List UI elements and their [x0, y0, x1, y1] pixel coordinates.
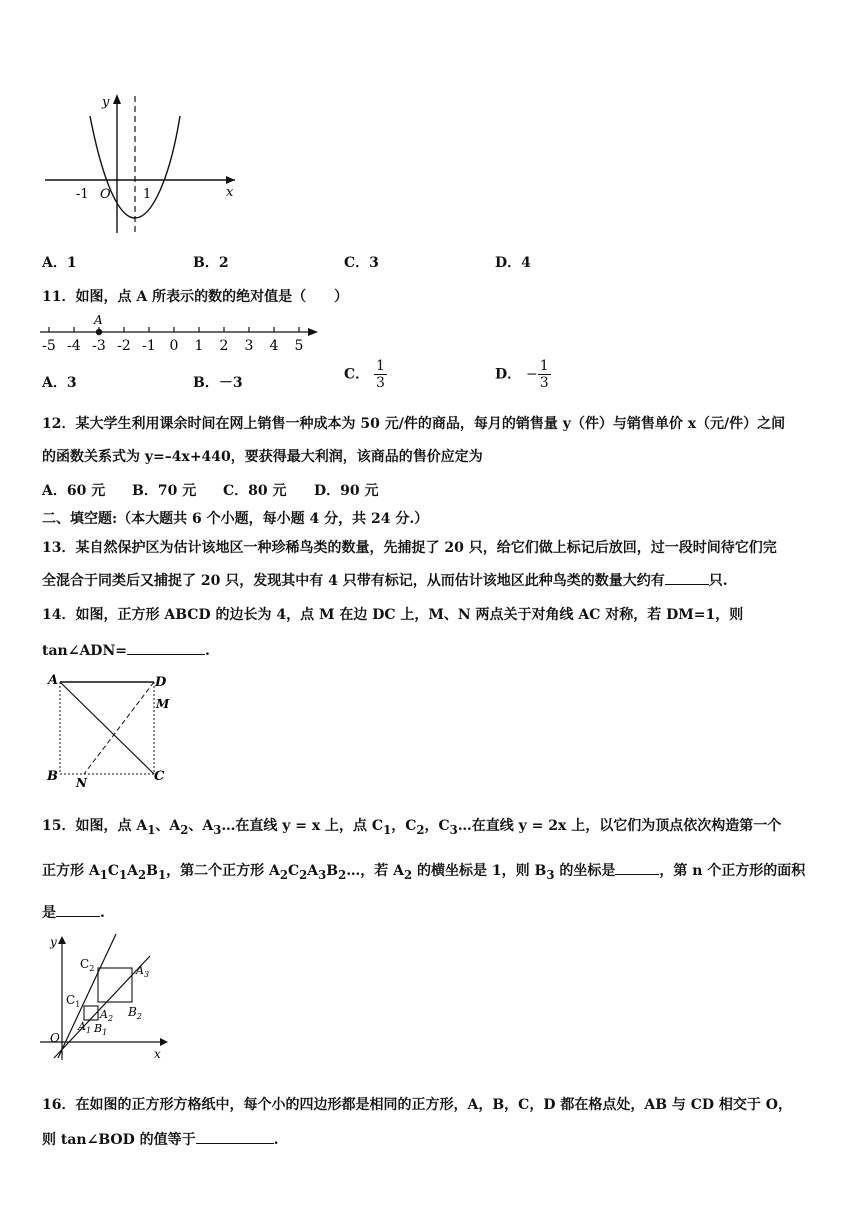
vertex-c: C: [154, 769, 165, 784]
q16-line2-text: 则 tan∠BOD 的值等于: [42, 1132, 196, 1148]
tick-label: 5: [294, 338, 304, 354]
q13-line2: [42, 570, 728, 590]
q13-line2-text: 全混合于同类后又捕捉了 20 只，发现其中有 4 只带有标记，从而估计该地区此种鸟类的数量大约有: [42, 573, 665, 589]
q15-line1: [42, 815, 781, 837]
subscript: 2: [404, 867, 413, 882]
subscript: 1: [383, 822, 392, 837]
answer-blank: [615, 860, 659, 875]
q14-line2-text: tan∠ADN=: [42, 643, 127, 659]
origin-label: O: [50, 1031, 60, 1045]
q16-line2: [42, 1129, 279, 1149]
square-2: [98, 968, 132, 1002]
q15-text: ，C: [391, 818, 417, 834]
point-m: M: [156, 697, 170, 711]
q10-option-b: B．2: [193, 255, 229, 271]
q15-line3: [42, 902, 105, 922]
answer-blank: [56, 902, 100, 917]
tick-label: 3: [244, 338, 254, 354]
q15-text: A: [307, 863, 319, 879]
number-line-arrow: [308, 328, 318, 336]
q13-line1: 13．某自然保护区为估计该地区一种珍稀鸟类的数量，先捕捉了 20 只，给它们做上标记后放回，过一段时间待它们完: [42, 540, 777, 556]
q14-line2: [42, 640, 210, 659]
x-axis-arrow: [160, 1038, 168, 1046]
neg-one-label: -1: [76, 187, 89, 202]
q15-text: 15．如图，点 A: [42, 818, 148, 834]
q16-line2-end: .: [273, 1132, 279, 1148]
subscript: 3: [546, 867, 555, 882]
a1-label: $A_1$: [78, 1020, 92, 1035]
subscript: 1: [119, 867, 128, 882]
q12-option-a: A．60 元: [42, 483, 106, 499]
tick-label: 1: [194, 338, 204, 354]
a2-label: $A_2$: [100, 1008, 114, 1023]
subscript: 2: [299, 867, 308, 882]
q15-text: B: [146, 863, 158, 879]
q11-option-d-fraction: [538, 358, 551, 391]
parabola-graph: [40, 88, 250, 238]
q15-text: …，若 A: [346, 863, 404, 879]
tick-label: -5: [42, 338, 56, 354]
tick-label: 4: [269, 338, 279, 354]
q10-option-d: D．4: [495, 255, 531, 271]
q14-line2-end: .: [204, 643, 210, 659]
q15-text: C: [288, 863, 300, 879]
q15-text: ，第 n 个正方形的面积: [659, 863, 806, 879]
q12-line1: 12．某大学生利用课余时间在网上销售一种成本为 50 元/件的商品，每月的销售量 y（件）与销售单价 x（元/件）之间: [42, 416, 786, 432]
q15-text: C: [107, 863, 120, 879]
q11-option-d-sign: −: [526, 366, 538, 383]
number-line: [36, 312, 326, 354]
point-n: N: [76, 776, 87, 790]
q15-line2: [42, 860, 805, 882]
q10-option-a: A．1: [42, 255, 77, 271]
subscript: 2: [338, 867, 347, 882]
q13-line2-end: 只.: [708, 573, 728, 589]
answer-blank: [127, 640, 205, 655]
subscript: 2: [416, 822, 425, 837]
q14-line1: 14．如图，正方形 ABCD 的边长为 4，点 M 在边 DC 上，M、N 两点关于对角线 AC 对称，若 DM=1，则: [42, 607, 744, 623]
q12-line2: 的函数关系式为 y=–4x+440，要获得最大利润，该商品的售价应定为: [42, 449, 483, 465]
q11-option-d: [495, 358, 551, 391]
one-label: 1: [143, 187, 152, 202]
answer-blank: [196, 1129, 274, 1144]
fraction-denominator: 3: [376, 375, 385, 391]
subscript: 3: [449, 822, 458, 837]
y-axis-arrow: [113, 94, 121, 104]
b1-label: $B_1$: [94, 1022, 108, 1037]
subscript: 3: [213, 822, 222, 837]
q12-option-c: C．80 元: [223, 483, 287, 499]
q15-text: ，C: [424, 818, 450, 834]
y-label: y: [102, 95, 110, 110]
x-label: x: [154, 1047, 161, 1061]
q15-text: A: [127, 863, 139, 879]
fraction-numerator: 1: [376, 358, 385, 374]
q10-option-c: C．3: [344, 255, 379, 271]
q15-text: 是: [42, 905, 56, 921]
diagonal-ac: [60, 682, 154, 774]
q15-text: 的横坐标是 1，则 B: [412, 863, 547, 879]
tick-label: -4: [67, 338, 81, 354]
q15-text: 、A: [188, 818, 214, 834]
tick-label: 0: [169, 338, 179, 354]
q12-option-d: D．90 元: [314, 483, 379, 499]
c1-label: $C_1$: [66, 993, 81, 1009]
q16-line1: 16．在如图的正方形方格纸中，每个小的四边形都是相同的正方形，A，B，C，D 都在格点处，AB 与 CD 相交于 O，: [42, 1097, 793, 1113]
q15-text: …在直线 y = 2x 上，以它们为顶点依次构造第一个: [457, 818, 782, 834]
segment-dn: [84, 682, 154, 774]
subscript: 1: [99, 867, 108, 882]
y-axis-arrow: [58, 936, 66, 944]
x-axis-arrow: [226, 176, 235, 184]
q15-text: 的坐标是: [554, 863, 616, 879]
tick-label: 2: [219, 338, 229, 354]
q11-option-d-prefix: D．: [495, 366, 522, 383]
q15-text: B: [326, 863, 339, 879]
q15-text: 正方形 A: [42, 863, 100, 879]
x-label: x: [226, 185, 234, 200]
a3-label: $A_3$: [136, 964, 150, 979]
q11-option-c: [344, 358, 387, 391]
vertex-b: B: [47, 769, 58, 784]
vertex-d: D: [155, 675, 167, 690]
subscript: 2: [279, 867, 288, 882]
q11-option-c-fraction: [374, 358, 387, 391]
tick-label: -2: [117, 338, 131, 354]
subscript: 1: [147, 822, 156, 837]
b2-label: $B_2$: [128, 1005, 142, 1021]
subscript: 2: [180, 822, 189, 837]
fraction-denominator: 3: [539, 375, 549, 391]
section-heading: 二、填空题:（本大题共 6 个小题，每小题 4 分，共 24 分.）: [42, 511, 429, 527]
point-a-dot: [96, 329, 102, 335]
q11-option-c-prefix: C．: [344, 366, 370, 383]
q15-text: .: [100, 905, 105, 921]
point-a-label: A: [94, 313, 103, 327]
q15-text: ，第二个正方形 A: [166, 863, 280, 879]
y-label: y: [50, 935, 57, 949]
c2-label: $C_2$: [80, 957, 95, 973]
q11-option-b: B．－3: [193, 375, 243, 391]
square-figure: [42, 670, 192, 790]
origin-label: O: [100, 187, 111, 202]
q15-text: 、A: [155, 818, 181, 834]
staircase-squares-figure: [40, 930, 175, 1065]
subscript: 1: [158, 867, 167, 882]
answer-blank: [665, 570, 709, 585]
tick-label: -3: [92, 338, 106, 354]
q11-stem: 11．如图，点 A 所表示的数的绝对值是（ ）: [42, 289, 349, 305]
tick-label: -1: [142, 338, 156, 354]
vertex-a: A: [48, 673, 59, 688]
q15-text: …在直线 y = x 上，点 C: [221, 818, 384, 834]
subscript: 2: [138, 867, 147, 882]
fraction-numerator: 1: [539, 358, 549, 374]
q11-option-a: A．3: [42, 375, 77, 391]
q12-option-b: B．70 元: [132, 483, 197, 499]
subscript: 3: [318, 867, 327, 882]
